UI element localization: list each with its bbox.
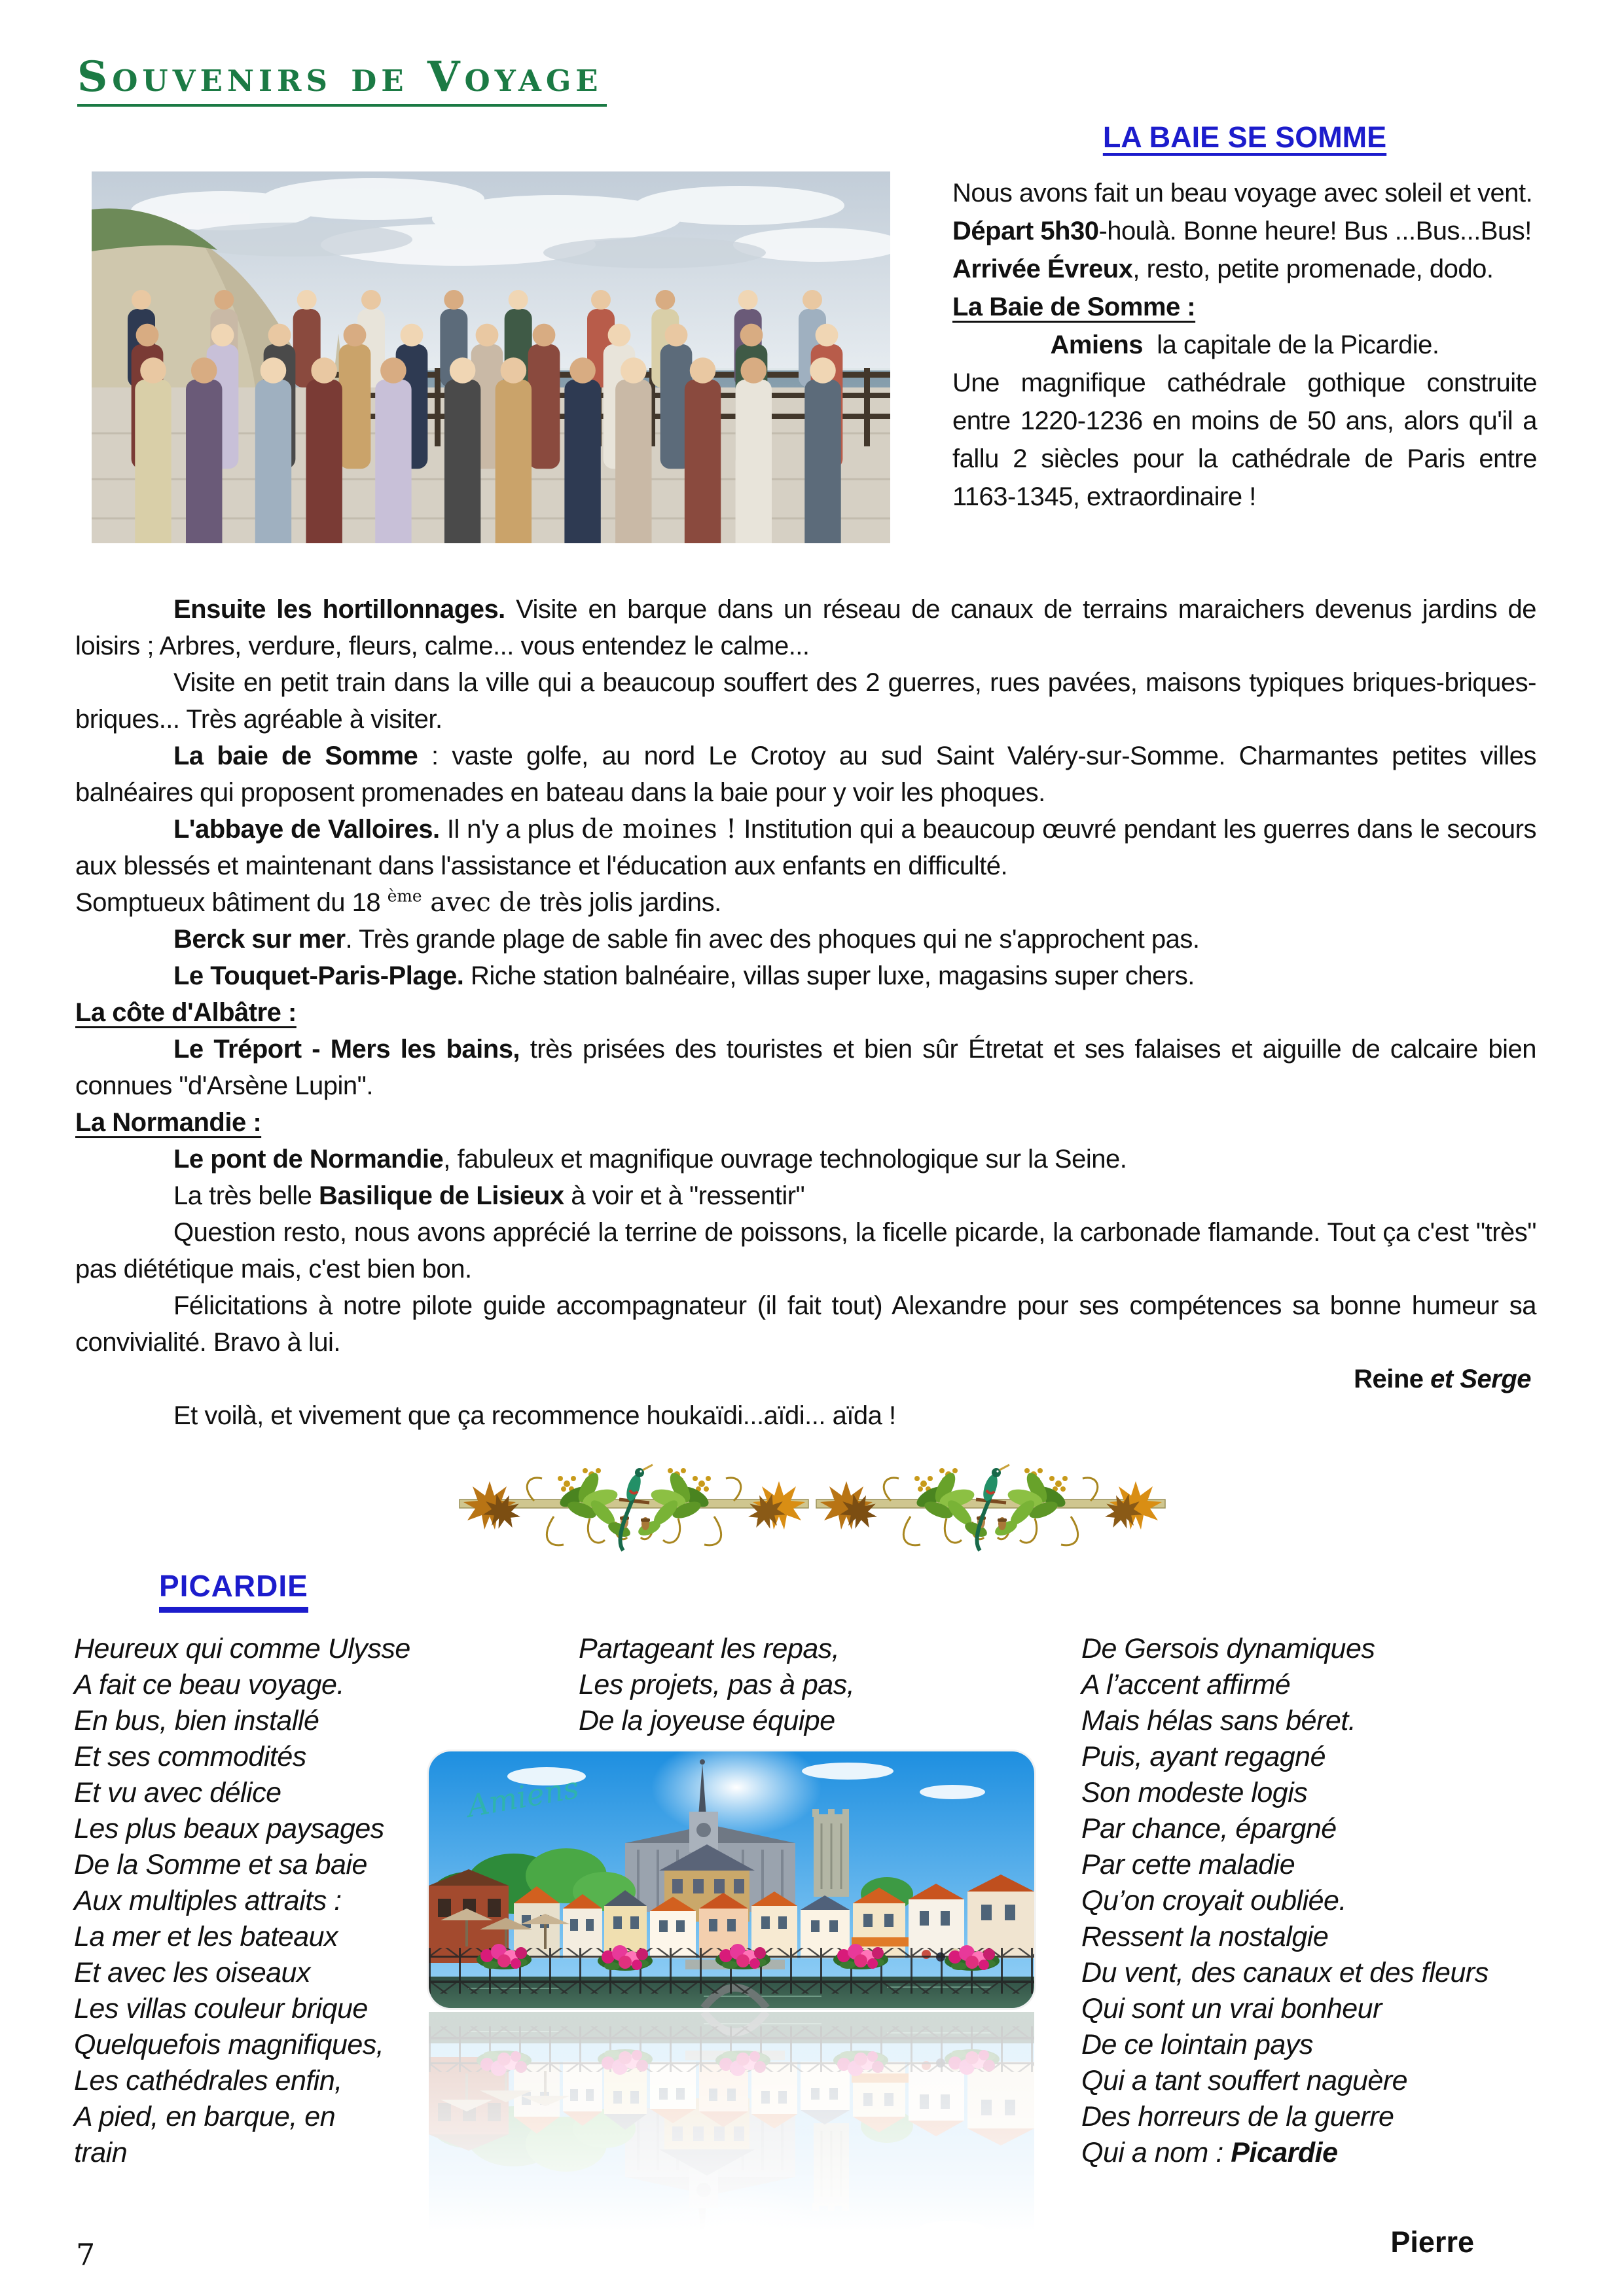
poem-line: Mais hélas sans béret.	[1081, 1705, 1356, 1736]
reflection-fade	[429, 2012, 1034, 2261]
story-heading: LA BAIE SE SOMME	[1102, 120, 1387, 154]
paragraph: Ensuite les hortillonnages. Visite en barque dans un réseau de canaux de terrains maraichers devenus jardins de loisirs ; Arbres, verdure, fleurs, calme... vous entendez le calme...	[75, 595, 1537, 660]
poem-line: Les cathédrales enfin,	[74, 2065, 342, 2096]
paragraph: Le pont de Normandie, fabuleux et magnifique ouvrage technologique sur la Seine.	[173, 1145, 1127, 1174]
poem-line: Les projets, pas à pas,	[579, 1669, 855, 1700]
page-title: Souvenirs de Voyage	[77, 56, 607, 107]
poem-line: Quelquefois magnifiques,	[74, 2029, 384, 2060]
divider-ornament-illustration	[455, 1456, 1170, 1556]
paragraph: La Normandie :	[75, 1108, 262, 1137]
poem-line: La mer et les bateaux	[74, 1921, 338, 1952]
paragraph: La Baie de Somme :	[952, 293, 1196, 321]
poem-line: Et vu avec délice	[74, 1777, 281, 1808]
poem-line: Par chance, épargné	[1081, 1813, 1337, 1844]
group-photo-illustration	[92, 171, 890, 543]
paragraph: Berck sur mer. Très grande plage de sable fin avec des phoques qui ne s'approchent pas.	[173, 925, 1200, 954]
poem-line: De la Somme et sa baie	[74, 1849, 367, 1880]
poem-line: Par cette maladie	[1081, 1849, 1295, 1880]
poem-signature: Pierre	[1390, 2225, 1474, 2259]
poem-heading: PICARDIE	[159, 1568, 308, 1613]
poem-line: De la joyeuse équipe	[579, 1705, 835, 1736]
decorative-divider	[455, 1456, 1170, 1556]
amiens-label: Amiens	[464, 1769, 582, 1824]
poem-line: Du vent, des canaux et des fleurs	[1081, 1957, 1489, 1988]
paragraph: Et voilà, et vivement que ça recommence houkaïdi...aïdi... aïda !	[173, 1401, 896, 1430]
paragraph: La baie de Somme : vaste golfe, au nord Le Crotoy au sud Saint Valéry-sur-Somme. Charmantes petites villes balnéaires qui proposent promenades en bateau dans la baie pour y voir les phoques.	[75, 742, 1537, 807]
poem-line: Qui sont un vrai bonheur	[1081, 1993, 1382, 2024]
page-number: 7	[76, 2237, 96, 2272]
poem-line: Aux multiples attraits :	[74, 1885, 342, 1916]
paragraph: Félicitations à notre pilote guide accompagnateur (il fait tout) Alexandre pour ses compétences sa bonne humeur sa convivialité. Bravo à lui.	[75, 1291, 1536, 1357]
paragraph: Amiens la capitale de la Picardie.	[1050, 331, 1439, 359]
poem-line: Qu’on croyait oubliée.	[1081, 1885, 1346, 1916]
paragraph: Le Tréport - Mers les bains, très prisées des touristes et bien sûr Étretat et ses falaises et aiguille de calcaire bien connues "d'Arsène Lupin".	[75, 1035, 1536, 1100]
amiens-photo-illustration	[429, 1751, 1034, 2008]
poem-column-2	[579, 1631, 945, 1739]
poem-line: A l’accent affirmé	[1081, 1669, 1291, 1700]
story-body-column	[75, 591, 1536, 1434]
poem-column-1	[74, 1631, 427, 2171]
poem-line: Son modeste logis	[1081, 1777, 1308, 1808]
poem-line: Qui a nom : Picardie	[1081, 2137, 1338, 2168]
poem-line: Heureux qui comme Ulysse	[74, 1633, 410, 1664]
paragraph: Arrivée Évreux, resto, petite promenade, dodo.	[952, 255, 1494, 283]
poem-line: Et ses commodités	[74, 1741, 306, 1772]
amiens-photo-reflection	[429, 2012, 1034, 2261]
poem-line: En bus, bien installé	[74, 1705, 319, 1736]
paragraph: La côte d'Albâtre :	[75, 998, 297, 1027]
poem-line: Les plus beaux paysages	[74, 1813, 384, 1844]
paragraph: Nous avons fait un beau voyage avec soleil et vent.	[952, 179, 1533, 207]
paragraph: Départ 5h30-houlà. Bonne heure! Bus ...Bus...Bus!	[952, 217, 1532, 245]
poem-line: Qui a tant souffert naguère	[1081, 2065, 1408, 2096]
paragraph: Une magnifique cathédrale gothique construite entre 1220-1236 en moins de 50 ans, alors qu'il a fallu 2 siècles pour la cathédrale de Paris entre 1163-1345, extraordinaire !	[952, 368, 1537, 511]
poem-line: Puis, ayant regagné	[1081, 1741, 1326, 1772]
paragraph: Visite en petit train dans la ville qui a beaucoup souffert des 2 guerres, rues pavées, maisons typiques briques-briques-briques... Très agréable à visiter.	[75, 668, 1536, 734]
paragraph: L'abbaye de Valloires. Il n'y a plus de moines ! Institution qui a beaucoup œuvré pendant les guerres dans le secours aux blessés et maintenant dans l'assistance et l'éducation aux enfants en difficulté.	[75, 814, 1536, 880]
poem-line: A pied, en barque, en	[74, 2101, 336, 2132]
poem-line: De Gersois dynamiques	[1081, 1633, 1375, 1664]
poem-column-3	[1081, 1631, 1533, 2171]
poem-line: Partageant les repas,	[579, 1633, 840, 1664]
poem-line: A fait ce beau voyage.	[74, 1669, 344, 1700]
poem-line: Et avec les oiseaux	[74, 1957, 310, 1988]
poem-line: Des horreurs de la guerre	[1081, 2101, 1394, 2132]
poem-line: De ce lointain pays	[1081, 2029, 1313, 2060]
paragraph: Le Touquet-Paris-Plage. Riche station balnéaire, villas super luxe, magasins super chers.	[173, 961, 1195, 990]
poem-line: Les villas couleur brique	[74, 1993, 368, 2024]
poem-line: train	[74, 2137, 128, 2168]
paragraph: La très belle Basilique de Lisieux à voir et à "ressentir"	[173, 1181, 805, 1210]
poem-line: Ressent la nostalgie	[1081, 1921, 1329, 1952]
amiens-photo	[429, 1751, 1034, 2008]
story-right-column	[952, 174, 1537, 516]
paragraph: Question resto, nous avons apprécié la terrine de poissons, la ficelle picarde, la carbonade flamande. Tout ça c'est "très" pas diététique mais, c'est bien bon.	[75, 1218, 1536, 1283]
group-photo	[92, 171, 890, 543]
paragraph: Reine et Serge	[1354, 1365, 1531, 1393]
paragraph: Somptueux bâtiment du 18 $^{ème}$ avec de très jolis jardins.	[75, 886, 721, 918]
